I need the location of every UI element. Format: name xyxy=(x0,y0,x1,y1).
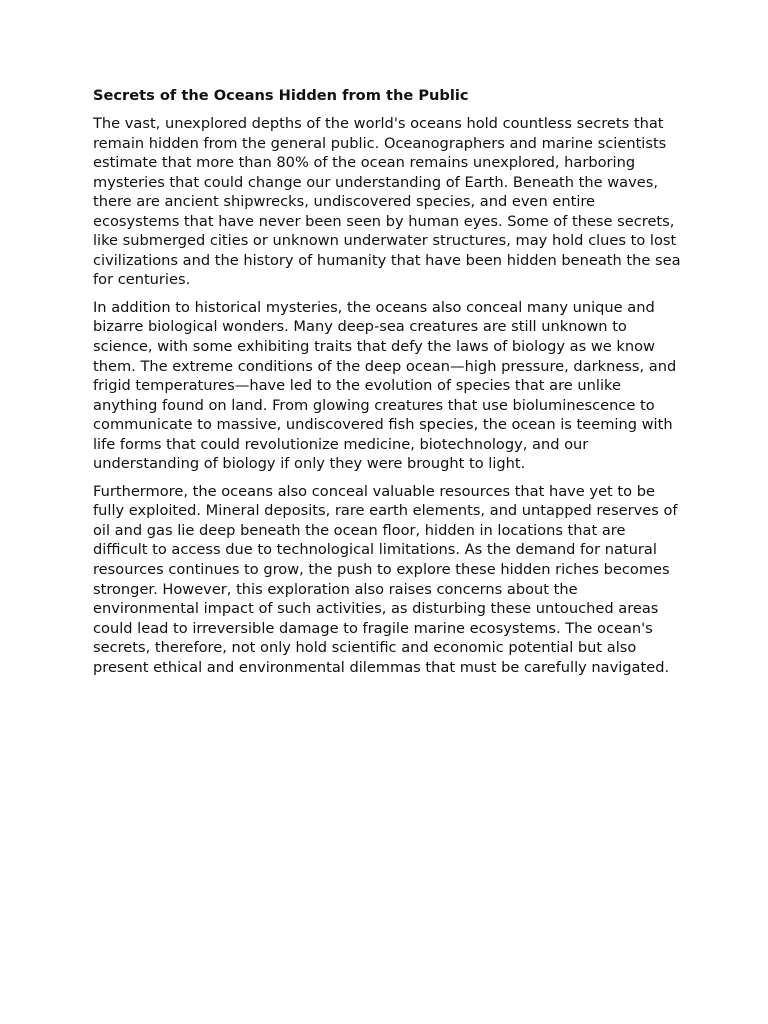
paragraph-3: Furthermore, the oceans also conceal valuable resources that have yet to be fully exploited. Mineral deposits, rare earth elements, and untapped reserves of oil and gas lie deep beneath the ocean floor, hidden in locations that are difficult to access due to technological limitations. As the demand for natural resources continues to grow, the push to explore these hidden riches becomes stronger. However, this exploration also raises concerns about the environmental impact of such activities, as disturbing these untouched areas could lead to irreversible damage to fragile marine ecosystems. The ocean's secrets, therefore, not only hold scientific and economic potential but also present ethical and environmental dilemmas that must be carefully navigated. xyxy=(93,482,678,676)
paragraph-2: In addition to historical mysteries, the oceans also conceal many unique and bizarre biological wonders. Many deep-sea creatures are still unknown to science, with some exhibiting traits that defy the laws of biology as we know them. The extreme conditions of the deep ocean—high pressure, darkness, and frigid temperatures—have led to the evolution of species that are unlike anything found on land. From glowing creatures that use bioluminescence to communicate to massive, undiscovered fish species, the ocean is teeming with life forms that could revolutionize medicine, biotechnology, and our understanding of biology if only they were brought to light. xyxy=(93,298,677,473)
paragraph-1: The vast, unexplored depths of the world's oceans hold countless secrets that remain hidden from the general public. Oceanographers and marine scientists estimate that more than 80% of the ocean remains unexplored, harboring mysteries that could change our understanding of Earth. Beneath the waves, there are ancient shipwrecks, undiscovered species, and even entire ecosystems that have never been seen by human eyes. Some of these secrets, like submerged cities or unknown underwater structures, may hold clues to lost civilizations and the history of humanity that have been hidden beneath the sea for centuries. xyxy=(93,115,681,289)
document-title: Secrets of the Oceans Hidden from the Public xyxy=(93,87,469,104)
document-body xyxy=(93,86,683,685)
